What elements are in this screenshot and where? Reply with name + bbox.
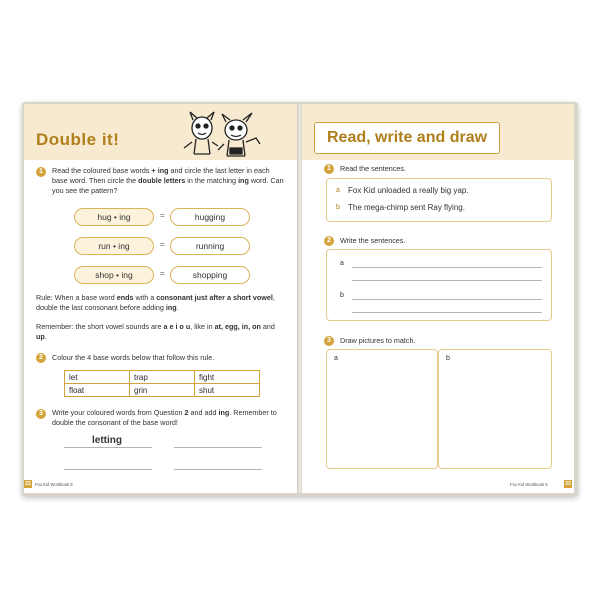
writing-line[interactable] — [64, 469, 152, 470]
word-cell[interactable]: shut — [195, 384, 260, 397]
answer-letter: b — [340, 292, 344, 299]
writing-line[interactable] — [64, 447, 152, 448]
footer-book-title: Fox Kid Workbook 9 — [510, 482, 548, 487]
ing-word-pill[interactable]: shopping — [170, 266, 250, 284]
right-page-title: Read, write and draw — [314, 122, 500, 154]
writing-line[interactable] — [352, 299, 542, 300]
base-word-pill[interactable]: shop • ing — [74, 266, 154, 284]
q1-instructions: Read the coloured base words + ing and circle the last letter in each base word. Then circle the double letters in the matching ing word. Can you see the pattern? — [52, 166, 284, 195]
left-page — [24, 104, 298, 493]
answer-letter: a — [340, 260, 344, 267]
q2-number: 2 — [324, 236, 334, 246]
right-page — [302, 104, 574, 493]
word-table — [64, 370, 260, 397]
drawing-box-a[interactable] — [326, 349, 438, 469]
writing-box — [326, 249, 552, 321]
word-cell[interactable]: let — [65, 371, 130, 384]
sentences-box — [326, 178, 552, 222]
q1-instructions: Read the sentences. — [340, 164, 406, 173]
sentence-text: The mega-chimp sent Ray flying. — [348, 203, 465, 212]
q1-number: 1 — [36, 167, 46, 177]
q3-number: 3 — [36, 409, 46, 419]
writing-line[interactable] — [174, 469, 262, 470]
equals-sign: = — [160, 211, 165, 220]
drawing-box-b[interactable] — [438, 349, 552, 469]
rule-text: Rule: When a base word ends with a consonant just after a short vowel, double the last consonant before adding ing. — [36, 293, 275, 312]
equals-sign: = — [160, 240, 165, 249]
word-cell[interactable]: fight — [195, 371, 260, 384]
word-cell[interactable]: trap — [130, 371, 195, 384]
writing-line[interactable] — [174, 447, 262, 448]
page-number: 22 — [25, 481, 31, 487]
footer-book-title: Fox Kid Workbook 9 — [35, 482, 73, 487]
example-answer: letting — [92, 435, 122, 446]
writing-line[interactable] — [352, 280, 542, 281]
sentence-letter: a — [336, 187, 340, 194]
base-word-pill[interactable]: run • ing — [74, 237, 154, 255]
drawing-letter: a — [334, 355, 338, 362]
left-page-title: Double it! — [36, 130, 120, 149]
word-cell[interactable]: grin — [130, 384, 195, 397]
q2-instructions: Write the sentences. — [340, 236, 406, 245]
page-number: 23 — [565, 481, 571, 487]
remember-text: Remember: the short vowel sounds are a e i o u, like in at, egg, in, on and up. — [36, 322, 275, 341]
q2-number: 2 — [36, 353, 46, 363]
q3-instructions: Write your coloured words from Question 2 and add ing. Remember to double the consonant of the base word! — [52, 408, 277, 427]
q2-instructions: Colour the 4 base words below that follow this rule. — [52, 353, 215, 362]
sentence-text: Fox Kid unloaded a really big yap. — [348, 186, 469, 195]
word-cell[interactable]: float — [65, 384, 130, 397]
q3-instructions: Draw pictures to match. — [340, 336, 416, 345]
q1-number: 1 — [324, 164, 334, 174]
sentence-letter: b — [336, 204, 340, 211]
q3-number: 3 — [324, 336, 334, 346]
writing-line[interactable] — [352, 267, 542, 268]
drawing-letter: b — [446, 355, 450, 362]
writing-line[interactable] — [352, 312, 542, 313]
ing-word-pill[interactable]: hugging — [170, 208, 250, 226]
base-word-pill[interactable]: hug • ing — [74, 208, 154, 226]
ing-word-pill[interactable]: running — [170, 237, 250, 255]
mascot-illustration — [174, 108, 266, 160]
equals-sign: = — [160, 269, 165, 278]
